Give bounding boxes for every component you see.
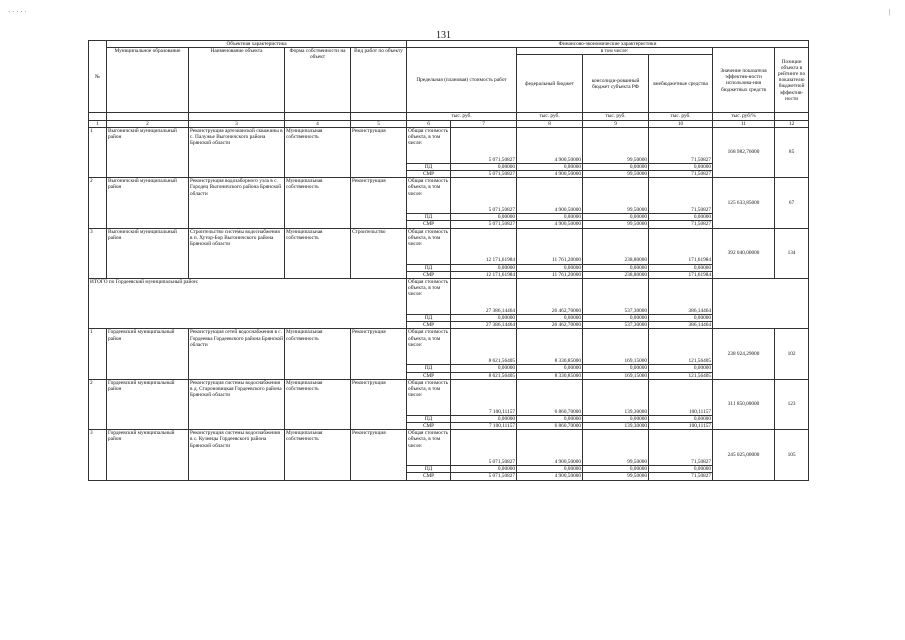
smr-label: СМР bbox=[407, 271, 451, 278]
total-value: 5 071,50827 bbox=[451, 178, 517, 214]
column-number: 6 bbox=[407, 120, 451, 127]
smr-value: 238,80000 bbox=[583, 271, 649, 278]
ownership-cell: Муниципальная собственность bbox=[285, 178, 351, 228]
column-number: 2 bbox=[107, 120, 189, 127]
unit-cell: тыс. руб. bbox=[583, 113, 649, 120]
smr-value: 5 071,50827 bbox=[451, 221, 517, 228]
col-num-header: № bbox=[89, 41, 107, 113]
smr-label: СМР bbox=[407, 221, 451, 228]
rating-value: 105 bbox=[775, 430, 809, 480]
object-name-cell: Реконструкция системы водоснабжения в д. Староновицкая Гордеевского района Брянской области bbox=[189, 379, 285, 429]
column-number: 9 bbox=[583, 120, 649, 127]
row-number: 1 bbox=[89, 127, 107, 177]
max-cost-header: Предельная (плановая) стоимость работ bbox=[407, 48, 517, 113]
table-row bbox=[89, 178, 809, 214]
municipality-cell: Выгоничский муниципальный район bbox=[107, 127, 189, 177]
column-number: 10 bbox=[649, 120, 713, 127]
smr-value: 71,50827 bbox=[649, 473, 713, 480]
table-row bbox=[89, 127, 809, 163]
finance-group-header: Финансово-экономические характеристики bbox=[407, 41, 809, 48]
smr-value: 71,50827 bbox=[649, 171, 713, 178]
indicator-value: 245 025,00000 bbox=[713, 430, 775, 480]
row-number: 2 bbox=[89, 178, 107, 228]
smr-label: СМР bbox=[407, 322, 451, 329]
indicator-value: 311 850,00000 bbox=[713, 379, 775, 429]
smr-value: 171,61984 bbox=[649, 271, 713, 278]
work-type-header: Вид работ по объекту bbox=[351, 48, 407, 113]
ownership-cell: Муниципальная собственность bbox=[285, 430, 351, 480]
smr-value: 99,50000 bbox=[583, 473, 649, 480]
smr-value: 139,30000 bbox=[583, 423, 649, 430]
total-value: 139,30000 bbox=[583, 379, 649, 415]
pd-value: 0,00000 bbox=[583, 163, 649, 170]
total-value: 7 100,11157 bbox=[451, 379, 517, 415]
unit-cell: тыс. руб/% bbox=[713, 113, 775, 120]
smr-value: 169,15000 bbox=[583, 372, 649, 379]
smr-value: 71,50827 bbox=[649, 221, 713, 228]
work-type-cell: Реконструкция bbox=[351, 430, 407, 480]
total-value: 238,80000 bbox=[583, 228, 649, 264]
pd-value: 0,00000 bbox=[451, 415, 517, 422]
total-value: 537,30000 bbox=[583, 279, 649, 315]
pd-label: ПД bbox=[407, 466, 451, 473]
pd-value: 0,00000 bbox=[517, 466, 583, 473]
rating-value: 134 bbox=[775, 228, 809, 278]
total-value: 4 900,50000 bbox=[517, 178, 583, 214]
rating-value: 67 bbox=[775, 178, 809, 228]
column-number: 3 bbox=[189, 120, 285, 127]
pd-value: 0,00000 bbox=[451, 365, 517, 372]
total-value: 71,50827 bbox=[649, 178, 713, 214]
pd-value: 0,00000 bbox=[517, 163, 583, 170]
pd-value: 0,00000 bbox=[451, 315, 517, 322]
total-value: 5 071,50827 bbox=[451, 127, 517, 163]
column-number: 12 bbox=[775, 120, 809, 127]
ownership-cell: Муниципальная собственность bbox=[285, 127, 351, 177]
rating-value: 85 bbox=[775, 127, 809, 177]
indicator-value: 238 024,29000 bbox=[713, 329, 775, 379]
total-value: 6 860,70000 bbox=[517, 379, 583, 415]
smr-value: 121,56405 bbox=[649, 372, 713, 379]
column-number: 7 bbox=[451, 120, 517, 127]
subtotal-label: ИТОГО по Гордеевский муниципальный район: bbox=[89, 279, 407, 329]
pd-label: ПД bbox=[407, 163, 451, 170]
investment-table bbox=[88, 40, 809, 481]
total-value: 100,11157 bbox=[649, 379, 713, 415]
pd-value: 0,00000 bbox=[517, 415, 583, 422]
pd-value: 0,00000 bbox=[583, 214, 649, 221]
pd-value: 0,00000 bbox=[583, 415, 649, 422]
object-name-cell: Реконструкция артезианской скважины в с. Палужье Выгоничского района Брянской области bbox=[189, 127, 285, 177]
pd-value: 0,00000 bbox=[517, 365, 583, 372]
row-number: 3 bbox=[89, 228, 107, 278]
total-value: 71,50827 bbox=[649, 430, 713, 466]
smr-label: СМР bbox=[407, 171, 451, 178]
pd-value: 0,00000 bbox=[451, 466, 517, 473]
extra-header: внебюджетные средства bbox=[649, 55, 713, 113]
total-value: 386,14464 bbox=[649, 279, 713, 315]
smr-label: СМР bbox=[407, 423, 451, 430]
cost-label: Общая стоимость объекта, в том числе: bbox=[407, 279, 451, 315]
municipality-cell: Гордеевский муниципальный район bbox=[107, 379, 189, 429]
regional-header: консолиди-рованный бюджет субъекта РФ bbox=[583, 55, 649, 113]
smr-value: 99,50000 bbox=[583, 171, 649, 178]
indicator-value: 125 633,85000 bbox=[713, 178, 775, 228]
pd-value: 0,00000 bbox=[649, 315, 713, 322]
work-type-cell: Реконструкция bbox=[351, 379, 407, 429]
column-number: 4 bbox=[285, 120, 351, 127]
object-name-cell: Реконструкция системы водоснабжения в с. Кузнецы Гордеевского района Брянской области bbox=[189, 430, 285, 480]
total-value: 8 330,85000 bbox=[517, 329, 583, 365]
object-name-cell: Реконструкция водозаборного узла в с. Городец Выгоничского района Брянской области bbox=[189, 178, 285, 228]
rating-header: Позиции объекта в рейтинге по показателю бюджетной эффектив-ности bbox=[775, 48, 809, 113]
work-type-cell: Строительство bbox=[351, 228, 407, 278]
smr-value: 11 761,20000 bbox=[517, 271, 583, 278]
page-number: 131 bbox=[436, 30, 451, 41]
pd-value: 0,00000 bbox=[649, 214, 713, 221]
pd-label: ПД bbox=[407, 264, 451, 271]
unit-cell: тыс. руб. bbox=[407, 113, 517, 120]
smr-label: СМР bbox=[407, 372, 451, 379]
indicator-value: 168 982,76000 bbox=[713, 127, 775, 177]
table-row bbox=[89, 430, 809, 466]
ownership-cell: Муниципальная собственность bbox=[285, 379, 351, 429]
pd-value: 0,00000 bbox=[583, 365, 649, 372]
column-number: 5 bbox=[351, 120, 407, 127]
smr-value: 4 900,50000 bbox=[517, 221, 583, 228]
smr-value: 4 900,50000 bbox=[517, 171, 583, 178]
smr-value: 27 386,14464 bbox=[451, 322, 517, 329]
total-value: 12 171,61984 bbox=[451, 228, 517, 264]
pd-value: 0,00000 bbox=[649, 264, 713, 271]
row-number: 2 bbox=[89, 379, 107, 429]
pd-value: 0,00000 bbox=[649, 365, 713, 372]
unit-cell: тыс. руб. bbox=[517, 113, 583, 120]
pd-value: 0,00000 bbox=[583, 466, 649, 473]
smr-value: 537,30000 bbox=[583, 322, 649, 329]
smr-value: 5 071,50827 bbox=[451, 171, 517, 178]
ownership-header: Форма собственности на объект bbox=[285, 48, 351, 113]
total-value: 99,50000 bbox=[583, 127, 649, 163]
indicator-value: 392 040,00000 bbox=[713, 228, 775, 278]
cost-label: Общая стоимость объекта, в том числе: bbox=[407, 228, 451, 264]
smr-value: 6 860,70000 bbox=[517, 423, 583, 430]
municipality-cell: Выгоничский муниципальный район bbox=[107, 178, 189, 228]
pd-value: 0,00000 bbox=[649, 163, 713, 170]
column-number: 8 bbox=[517, 120, 583, 127]
smr-value: 99,50000 bbox=[583, 221, 649, 228]
pd-value: 0,00000 bbox=[451, 214, 517, 221]
smr-value: 12 171,61984 bbox=[451, 271, 517, 278]
object-group-header: Объектная характеристика bbox=[107, 41, 407, 48]
pd-label: ПД bbox=[407, 415, 451, 422]
pd-value: 0,00000 bbox=[517, 315, 583, 322]
smr-value: 8 330,85000 bbox=[517, 372, 583, 379]
smr-value: 386,14464 bbox=[649, 322, 713, 329]
cost-label: Общая стоимость объекта, в том числе: bbox=[407, 127, 451, 163]
pd-label: ПД bbox=[407, 214, 451, 221]
municipality-cell: Гордеевский муниципальный район bbox=[107, 430, 189, 480]
cost-label: Общая стоимость объекта, в том числе: bbox=[407, 430, 451, 466]
pd-value: 0,00000 bbox=[517, 214, 583, 221]
total-value: 171,61984 bbox=[649, 228, 713, 264]
subtotal-row bbox=[89, 279, 809, 315]
total-value: 169,15000 bbox=[583, 329, 649, 365]
column-number: 11 bbox=[713, 120, 775, 127]
pd-label: ПД bbox=[407, 365, 451, 372]
pd-value: 0,00000 bbox=[517, 264, 583, 271]
municipality-cell: Выгоничский муниципальный район bbox=[107, 228, 189, 278]
table-row bbox=[89, 329, 809, 365]
pd-value: 0,00000 bbox=[451, 163, 517, 170]
total-value: 4 900,50000 bbox=[517, 430, 583, 466]
smr-value: 26 462,70000 bbox=[517, 322, 583, 329]
total-value: 4 900,50000 bbox=[517, 127, 583, 163]
pd-value: 0,00000 bbox=[583, 264, 649, 271]
pd-value: 0,00000 bbox=[583, 315, 649, 322]
column-number-row bbox=[89, 120, 809, 127]
cost-label: Общая стоимость объекта, в том числе: bbox=[407, 379, 451, 415]
table-row bbox=[89, 228, 809, 264]
empty-cell bbox=[713, 279, 809, 329]
table-header bbox=[89, 41, 809, 128]
smr-value: 100,11157 bbox=[649, 423, 713, 430]
smr-value: 4 900,50000 bbox=[517, 473, 583, 480]
pd-label: ПД bbox=[407, 315, 451, 322]
pd-value: 0,00000 bbox=[649, 415, 713, 422]
table-row bbox=[89, 379, 809, 415]
smr-value: 7 100,11157 bbox=[451, 423, 517, 430]
object-name-header: Наименование объекта bbox=[189, 48, 285, 113]
row-number: 3 bbox=[89, 430, 107, 480]
table-body bbox=[89, 127, 809, 480]
ownership-cell: Муниципальная собственность bbox=[285, 228, 351, 278]
total-value: 27 386,14464 bbox=[451, 279, 517, 315]
work-type-cell: Реконструкция bbox=[351, 329, 407, 379]
in-that-header: в том числе: bbox=[517, 48, 713, 55]
pd-value: 0,00000 bbox=[451, 264, 517, 271]
row-number: 1 bbox=[89, 329, 107, 379]
smr-label: СМР bbox=[407, 473, 451, 480]
scan-artifact: · · · · · bbox=[8, 8, 27, 16]
federal-header: федеральный бюджет bbox=[517, 55, 583, 113]
unit-cell: тыс. руб. bbox=[649, 113, 713, 120]
corner-mark: | bbox=[889, 8, 891, 16]
pd-value: 0,00000 bbox=[649, 466, 713, 473]
ownership-cell: Муниципальная собственность bbox=[285, 329, 351, 379]
municipality-header: Муниципальное образование bbox=[107, 48, 189, 113]
total-value: 99,50000 bbox=[583, 430, 649, 466]
column-number: 1 bbox=[89, 120, 107, 127]
cost-label: Общая стоимость объекта, в том числе: bbox=[407, 329, 451, 365]
indicator-header: Значение показателя эффектив-ности использова-ния бюджетных средств bbox=[713, 48, 775, 113]
rating-value: 102 bbox=[775, 329, 809, 379]
smr-value: 8 621,56405 bbox=[451, 372, 517, 379]
object-name-cell: Реконструкция сетей водоснабжения в с. Гордеевка Гордеевского района Брянской области bbox=[189, 329, 285, 379]
total-value: 26 462,70000 bbox=[517, 279, 583, 315]
work-type-cell: Реконструкция bbox=[351, 178, 407, 228]
total-value: 11 761,20000 bbox=[517, 228, 583, 264]
cost-label: Общая стоимость объекта, в том числе: bbox=[407, 178, 451, 214]
total-value: 71,50827 bbox=[649, 127, 713, 163]
object-name-cell: Строительство системы водоснабжения в п. Хутор-Бор Выгоничского района Брянской области bbox=[189, 228, 285, 278]
work-type-cell: Реконструкция bbox=[351, 127, 407, 177]
total-value: 99,50000 bbox=[583, 178, 649, 214]
rating-value: 123 bbox=[775, 379, 809, 429]
smr-value: 5 071,50827 bbox=[451, 473, 517, 480]
municipality-cell: Гордеевский муниципальный район bbox=[107, 329, 189, 379]
total-value: 8 621,56405 bbox=[451, 329, 517, 365]
total-value: 5 071,50827 bbox=[451, 430, 517, 466]
total-value: 121,56405 bbox=[649, 329, 713, 365]
